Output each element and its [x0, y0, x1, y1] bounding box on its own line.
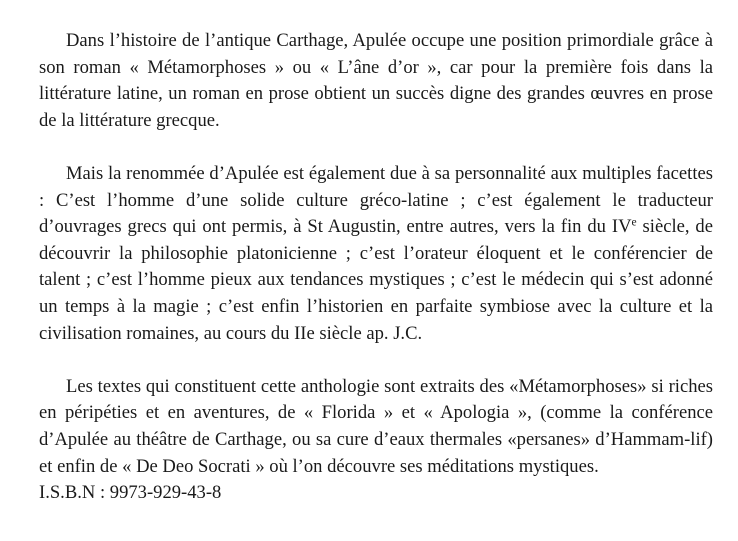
- century-superscript: e: [631, 216, 637, 229]
- paragraph-personality: [39, 161, 713, 347]
- paragraph-intro: Dans l’histoire de l’antique Carthage, Apulée occupe une position primordiale grâce à son roman « Métamorphoses » ou « L’âne d’or », car pour la première fois dans la littérature latine, un roman en prose obtient un succès digne des grandes œuvres en prose de la littérature grecque.: [39, 30, 713, 131]
- isbn-line: I.S.B.N : 9973-929-43-8: [39, 482, 222, 504]
- paragraph-anthology: Les textes qui constituent cette anthologie sont extraits des «Métamorphoses» si riches en péripéties et en aventures, de « Florida » et « Apologia », (comme la conférence d’Apulée au théâtre de Carthage, ou sa cure d’eaux thermales «persanes» d’Hammam-lif) et enfin de « De Deo Socrati » où l’on découvre ses méditations mystiques.: [39, 375, 713, 477]
- paragraph-personality-text-end: siècle, de découvrir la philosophie platonicienne ; c’est l’orateur éloquent et le conférencier de talent ; c’est l’homme pieux aux tendances mystiques ; c’est le médecin qui s’est adonné un temps à la magie ; c’est enfin l’historien en parfaite symbiose avec la culture et la civilisation romaines, au cours du IIe siècle ap. J.C.: [39, 216, 713, 344]
- paragraph-personality-text-start: Mais la renommée d’Apulée est également due à sa personnalité aux multiples facettes : C’est l’homme d’une solide culture gréco-latine ; c’est également le traducteur d’ouvrages grecs qui ont permis, à St Augustin, entre autres, vers la fin du IV: [39, 162, 713, 238]
